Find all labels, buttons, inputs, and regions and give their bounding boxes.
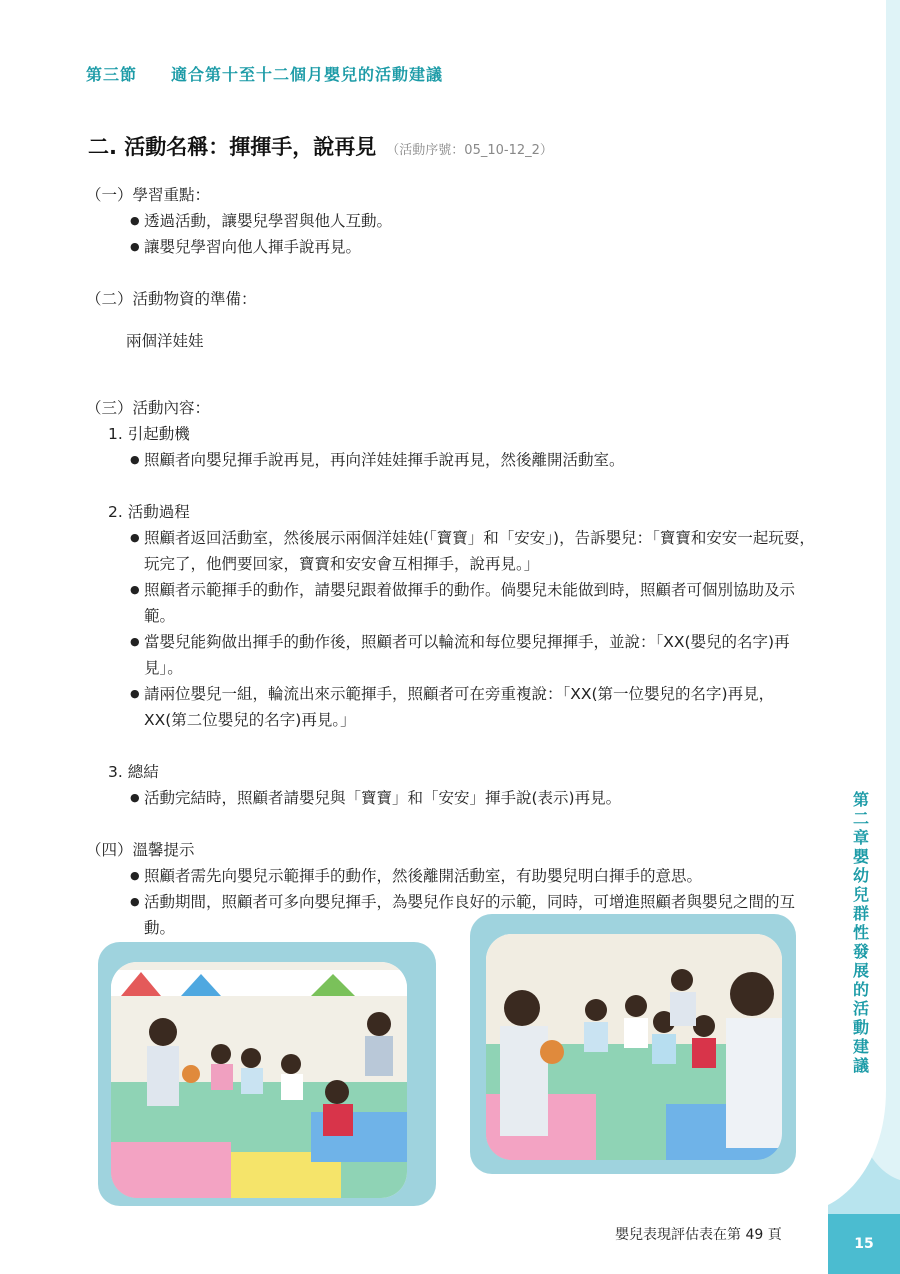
- list-item: ● 請兩位嬰兒一組，輪流出來示範揮手，照顧者可在旁重複說：「XX(第一位嬰兒的名字)再見， XX(第二位嬰兒的名字)再見。」: [86, 681, 816, 733]
- activity-photo-left: [111, 962, 407, 1198]
- list-item: ● 活動完結時，照顧者請嬰兒與「寶寶」和「安安」揮手說(表示)再見。: [86, 785, 816, 811]
- activity-title: [88, 131, 553, 161]
- footer-reference: 嬰兒表現評估表在第 49 頁: [615, 1227, 782, 1243]
- document-body: [86, 182, 816, 941]
- content-heading: （三）活動內容：: [86, 399, 211, 417]
- tips-heading: （四）溫馨提示: [86, 841, 195, 859]
- section-header: [86, 62, 443, 85]
- list-item: ● 照顧者向嬰兒揮手說再見，再向洋娃娃揮手說再見，然後離開活動室。: [86, 447, 816, 473]
- list-item: ● 讓嬰兒學習向他人揮手說再見。: [86, 234, 816, 260]
- materials-heading: （二）活動物資的準備：: [86, 290, 257, 308]
- step-title: 2. 活動過程: [108, 503, 190, 521]
- step-title: 3. 總結: [108, 763, 159, 781]
- activity-serial: （活動序號：05_10-12_2）: [386, 143, 553, 158]
- learning-heading: （一）學習重點：: [86, 186, 211, 204]
- list-item: ● 當嬰兒能夠做出揮手的動作後，照顧者可以輪流和每位嬰兒揮揮手，並說：「XX(嬰兒的名字)再見」。: [86, 629, 816, 681]
- activity-name: 二. 活動名稱：揮揮手，說再見: [88, 135, 377, 159]
- section-label: 第三節: [86, 65, 138, 84]
- materials-text: 兩個洋娃娃: [126, 331, 204, 350]
- activity-photo-right: [486, 934, 782, 1160]
- step-title: 1. 引起動機: [108, 425, 190, 443]
- list-item: ● 照顧者返回活動室，然後展示兩個洋娃娃(「寶寶」和「安安」)，告訴嬰兒：「寶寶和安安一起玩耍，玩完了，他們要回家，寶寶和安安會互相揮手，說再見。」: [86, 525, 816, 577]
- section-title: 適合第十至十二個月嬰兒的活動建議: [171, 65, 444, 84]
- list-item: ● 透過活動，讓嬰兒學習與他人互動。: [86, 208, 816, 234]
- list-item: ● 照顧者需先向嬰兒示範揮手的動作，然後離開活動室，有助嬰兒明白揮手的意思。: [86, 863, 816, 889]
- list-item: ● 照顧者示範揮手的動作，請嬰兒跟着做揮手的動作。倘嬰兒未能做到時，照顧者可個別協助及示範。: [86, 577, 816, 629]
- chapter-sidebar: [828, 0, 900, 1274]
- page-number: 15: [828, 1214, 900, 1274]
- chapter-label: 第二章 嬰幼兒群性發展的活動建議: [852, 790, 869, 1075]
- list-item: ● 活動期間，照顧者可多向嬰兒揮手，為嬰兒作良好的示範，同時，可增進照顧者與嬰兒之間的互動。: [86, 889, 816, 941]
